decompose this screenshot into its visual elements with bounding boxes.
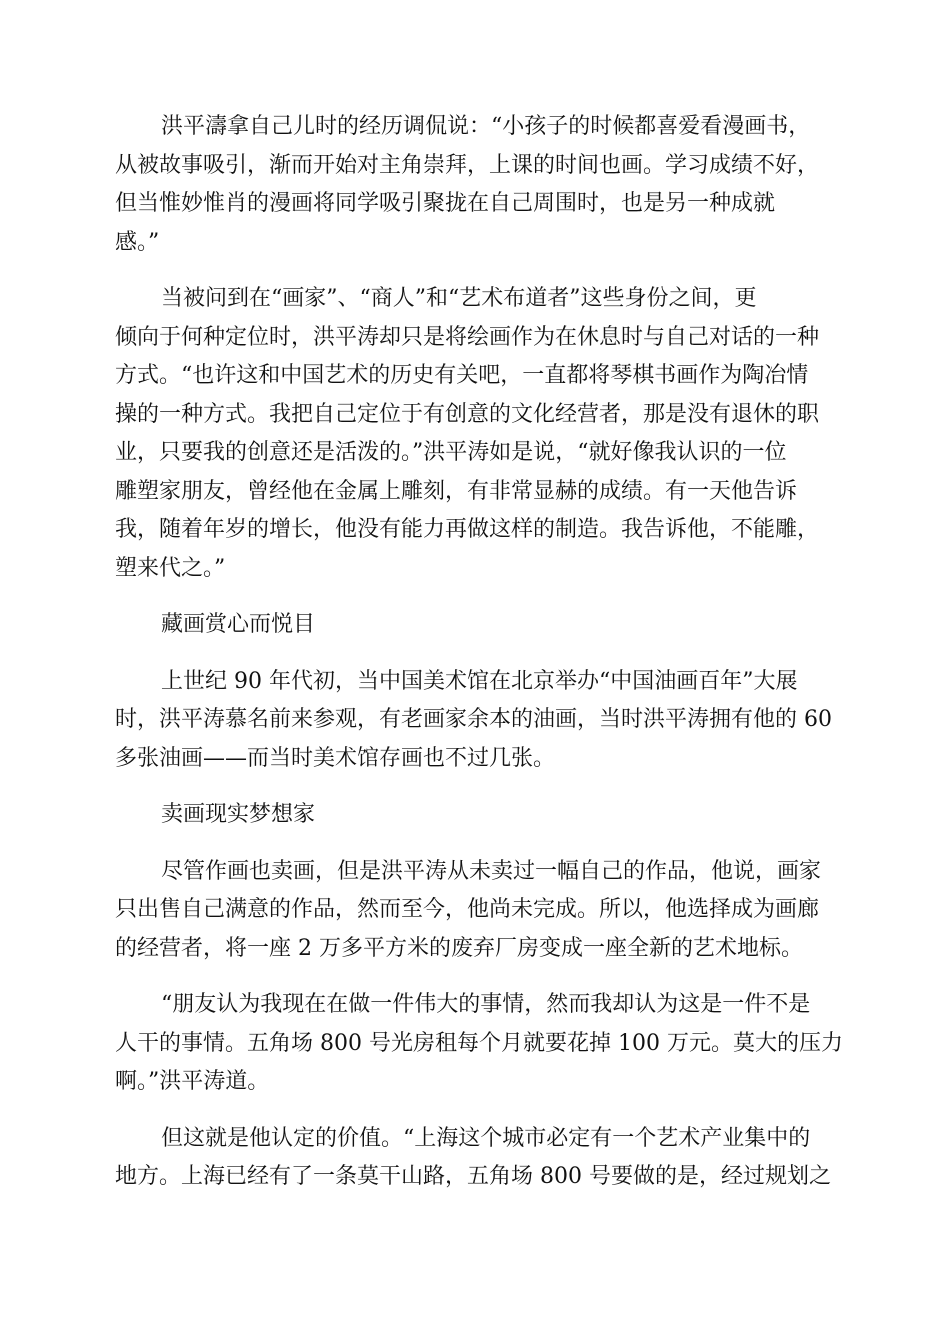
text-line: 地方。上海已经有了一条莫干山路，五角场 800 号要做的是，经过规划之 <box>115 1164 831 1189</box>
text-line: 从被故事吸引，渐而开始对主角崇拜，上课的时间也画。学习成绩不好， <box>115 152 820 178</box>
text-line: 尽管作画也卖画，但是洪平涛从未卖过一幅自己的作品，他说，画家 <box>161 858 822 884</box>
text-line: 塑来代之。” <box>115 555 226 581</box>
paragraph-gap <box>115 588 835 606</box>
text-line: 卖画现实梦想家 <box>161 802 316 827</box>
paragraph-identity <box>115 280 835 588</box>
section-heading-selling <box>115 796 835 835</box>
paragraph-value <box>115 1120 835 1197</box>
text-line: 但当惟妙惟肖的漫画将同学吸引聚拢在自己周围时，也是另一种成就 <box>115 191 776 216</box>
paragraph-gap <box>115 645 835 663</box>
text-line: 当被问到在“画家”、“商人”和“艺术布道者”这些身份之间，更 <box>161 286 757 311</box>
text-line: 业，只要我的创意还是活泼的。”洪平涛如是说，“就好像我认识的一位 <box>115 440 787 465</box>
paragraph-childhood-comics <box>115 108 835 262</box>
paragraph-gallery <box>115 853 835 969</box>
paragraph-oil-paintings <box>115 663 835 779</box>
text-line: 人干的事情。五角场 800 号光房租每个月就要花掉 100 万元。莫大的压力 <box>115 1030 843 1056</box>
paragraph-rent-pressure <box>115 986 843 1102</box>
text-line: 雕塑家朋友，曾经他在金属上雕刻，有非常显赫的成绩。有一天他告诉 <box>115 478 798 504</box>
text-line: 感。” <box>115 229 160 255</box>
text-line: 方式。“也许这和中国艺术的历史有关吧，一直都将琴棋书画作为陶冶情 <box>115 363 809 388</box>
paragraph-gap <box>115 778 835 796</box>
paragraph-gap <box>115 968 835 986</box>
text-line: 但这就是他认定的价值。“上海这个城市必定有一个艺术产业集中的 <box>161 1125 811 1151</box>
text-line: 倾向于何种定位时，洪平涛却只是将绘画作为在休息时与自己对话的一种 <box>115 324 820 350</box>
article-body <box>115 108 843 1197</box>
text-line: 藏画赏心而悦目 <box>161 612 316 637</box>
paragraph-gap <box>115 1102 835 1120</box>
text-line: 时，洪平涛慕名前来参观，有老画家余本的油画，当时洪平涛拥有他的 60 <box>115 707 832 732</box>
text-line: 啊。”洪平涛道。 <box>115 1069 270 1094</box>
paragraph-gap <box>115 835 835 853</box>
text-line: 上世纪 90 年代初，当中国美术馆在北京举办“中国油画百年”大展 <box>161 668 798 694</box>
text-line: “朋友认为我现在在做一件伟大的事情，然而我却认为这是一件不是 <box>161 992 811 1017</box>
paragraph-gap <box>115 262 835 280</box>
section-heading-collecting <box>115 606 835 645</box>
text-line: 的经营者，将一座 2 万多平方米的废弃厂房变成一座全新的艺术地标。 <box>115 935 803 961</box>
text-line: 只出售自己满意的作品，然而至今，他尚未完成。所以，他选择成为画廊 <box>115 897 820 922</box>
text-line: 多张油画——而当时美术馆存画也不过几张。 <box>115 745 556 771</box>
text-line: 操的一种方式。我把自己定位于有创意的文化经营者，那是没有退休的职 <box>115 401 820 427</box>
text-line: 洪平濤拿自己儿时的经历调侃说：“小孩子的时候都喜爱看漫画书， <box>161 114 811 139</box>
text-line: 我，随着年岁的增长，他没有能力再做这样的制造。我告诉他，不能雕， <box>115 517 820 542</box>
